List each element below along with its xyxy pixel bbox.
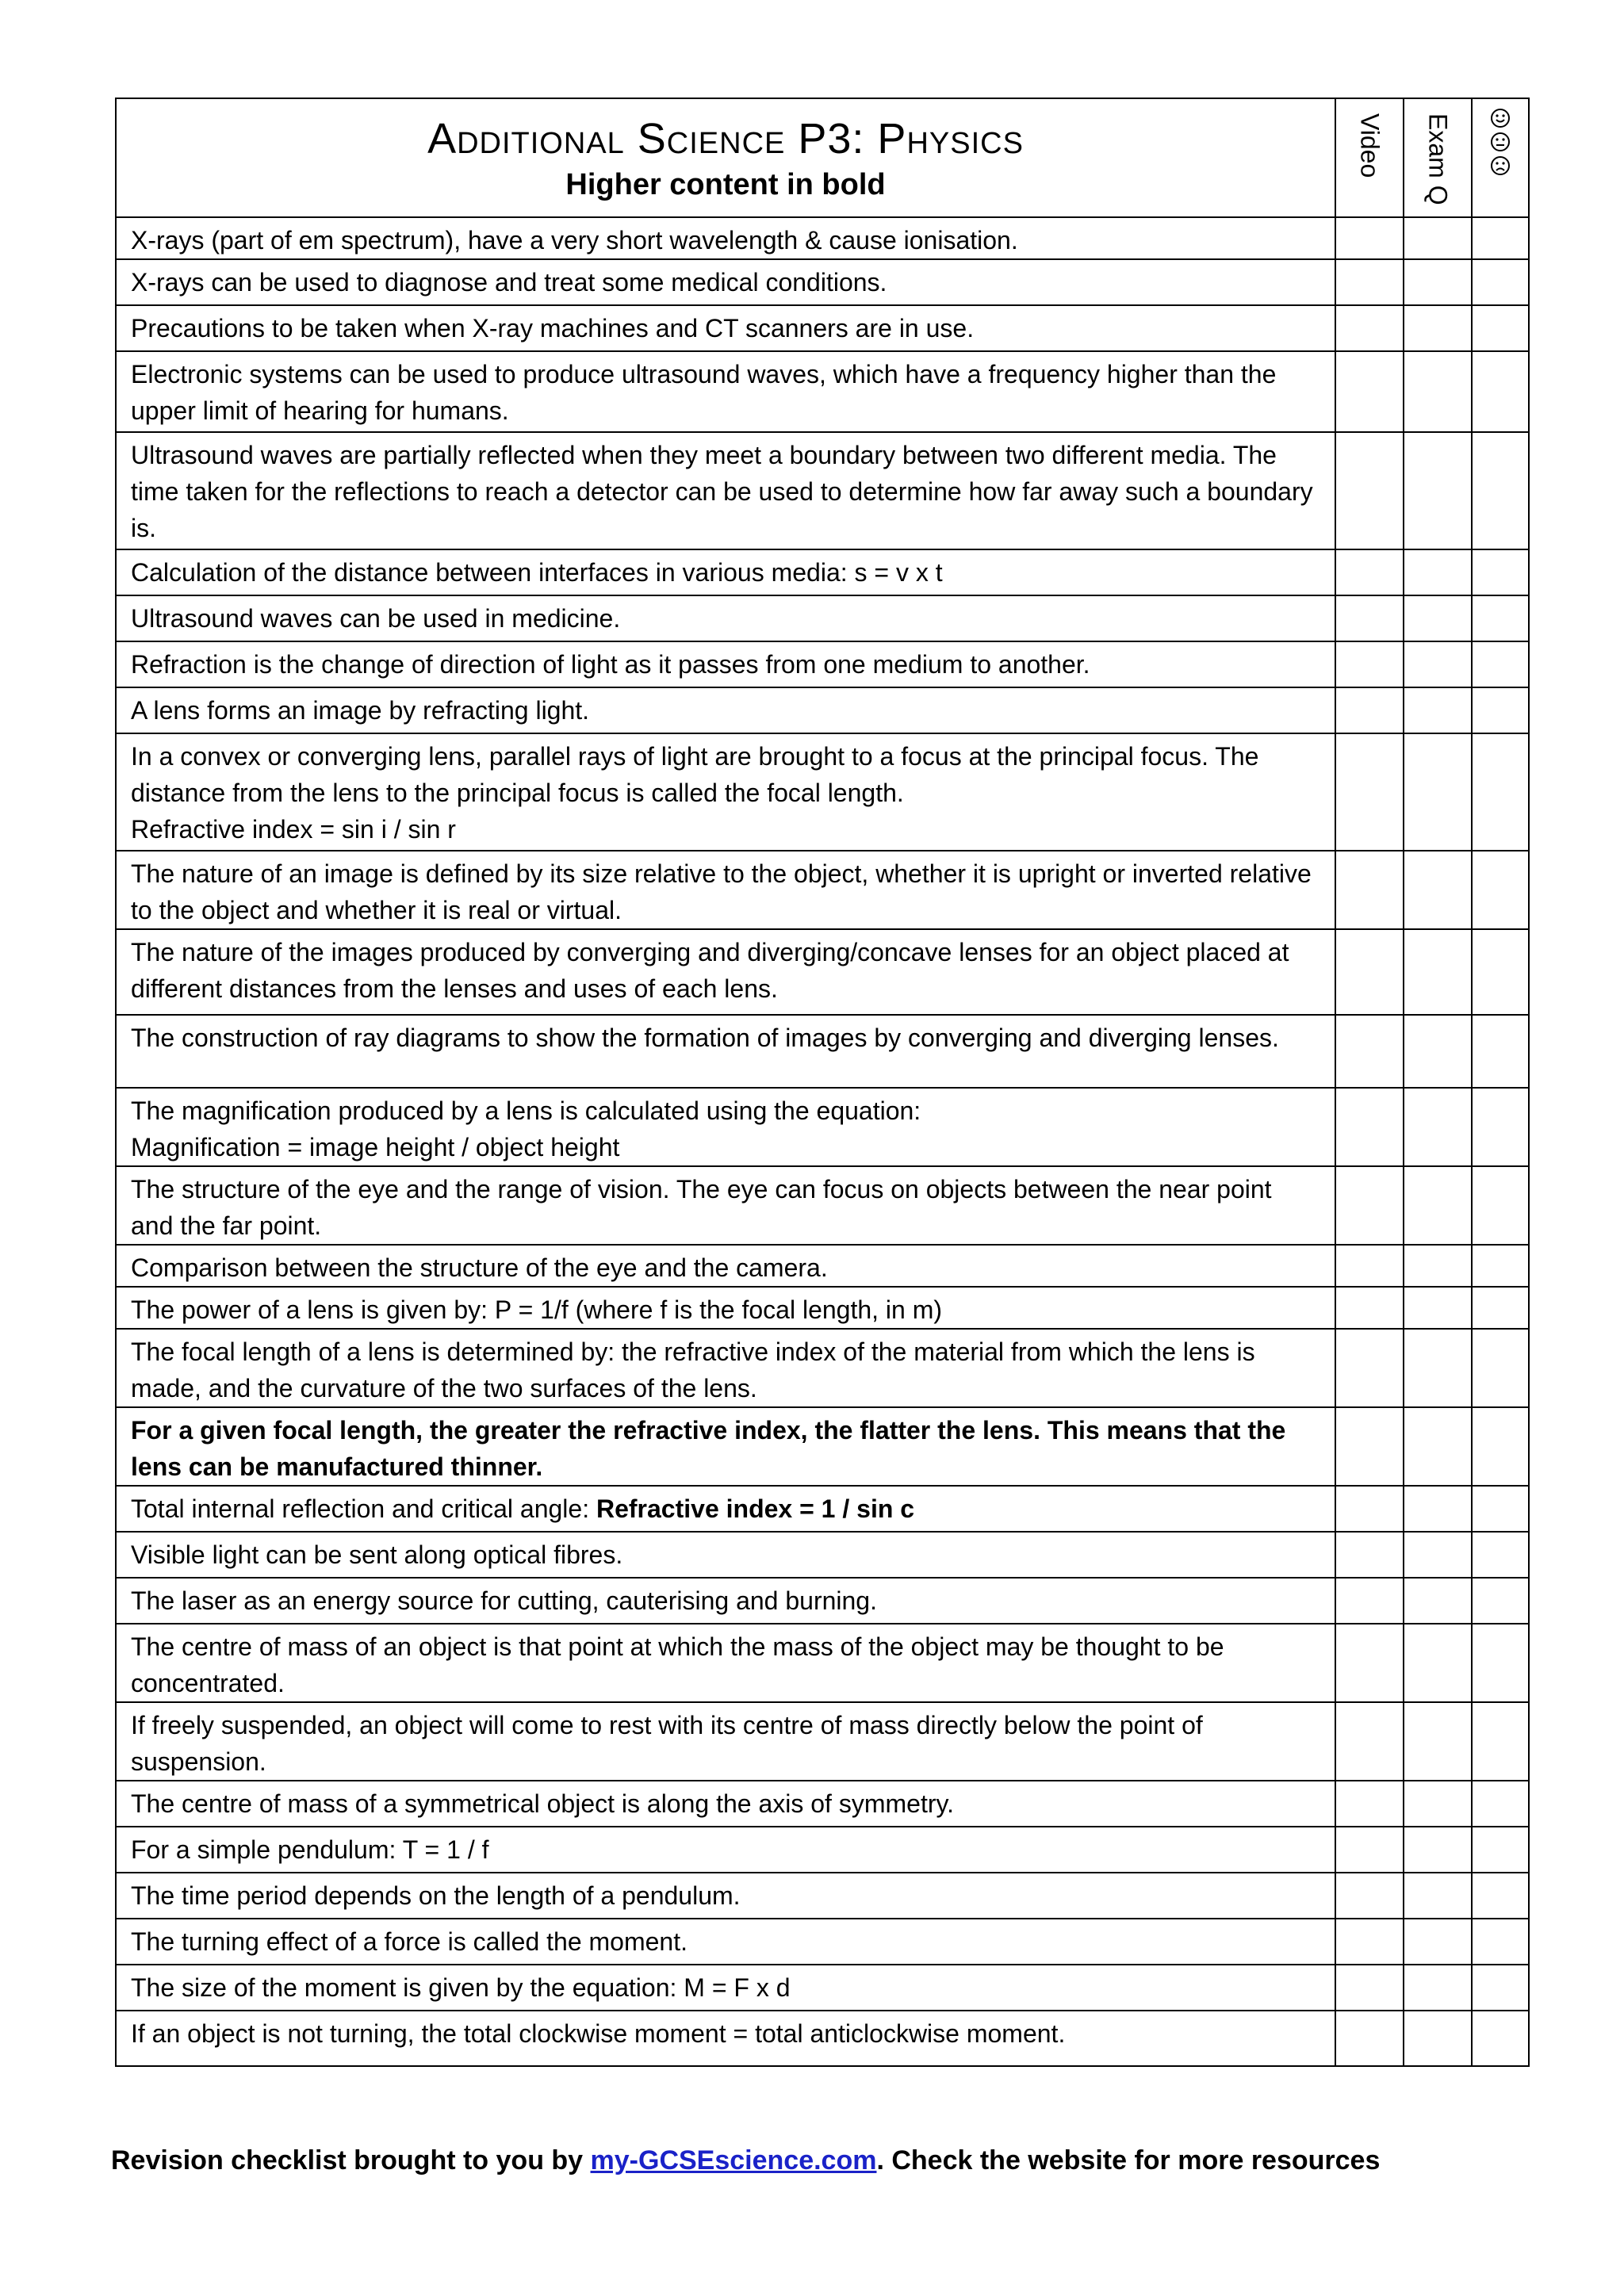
video-checkbox[interactable]	[1335, 432, 1404, 549]
footer-suffix: . Check the website for more resources	[876, 2145, 1381, 2175]
table-row	[116, 549, 1529, 595]
exam-checkbox[interactable]	[1404, 1827, 1472, 1873]
video-checkbox[interactable]	[1335, 1578, 1404, 1624]
table-row	[116, 2011, 1529, 2066]
neutral-face-icon	[1489, 131, 1511, 153]
video-checkbox[interactable]	[1335, 851, 1404, 929]
video-checkbox[interactable]	[1335, 2011, 1404, 2066]
confidence-checkbox[interactable]	[1472, 1486, 1529, 1532]
video-checkbox[interactable]	[1335, 1088, 1404, 1166]
video-column-header	[1335, 98, 1404, 217]
table-row	[116, 351, 1529, 432]
topic-text: For a simple pendulum: T = 1 / f	[131, 1835, 489, 1864]
confidence-checkbox[interactable]	[1472, 217, 1529, 259]
topic-description	[116, 1578, 1335, 1624]
table-row	[116, 929, 1529, 1015]
confidence-checkbox[interactable]	[1472, 1827, 1529, 1873]
exam-checkbox[interactable]	[1404, 1781, 1472, 1827]
video-checkbox[interactable]	[1335, 1827, 1404, 1873]
confidence-checkbox[interactable]	[1472, 1015, 1529, 1088]
video-checkbox[interactable]	[1335, 1965, 1404, 2011]
confidence-checkbox[interactable]	[1472, 1532, 1529, 1578]
topic-description	[116, 1015, 1335, 1088]
topic-text: The construction of ray diagrams to show the formation of images by converging and diverging lenses.	[131, 1024, 1279, 1052]
topic-text: If an object is not turning, the total clockwise moment = total anticlockwise moment.	[131, 2019, 1066, 2048]
topic-description	[116, 1781, 1335, 1827]
confidence-checkbox[interactable]	[1472, 1965, 1529, 2011]
topic-text: The time period depends on the length of a pendulum.	[131, 1881, 741, 1910]
topic-description	[116, 259, 1335, 305]
topic-description	[116, 1486, 1335, 1532]
video-checkbox[interactable]	[1335, 733, 1404, 851]
table-row	[116, 1781, 1529, 1827]
table-row	[116, 851, 1529, 929]
topic-text: The magnification produced by a lens is calculated using the equation:	[131, 1096, 921, 1125]
topic-description	[116, 929, 1335, 1015]
confidence-checkbox[interactable]	[1472, 733, 1529, 851]
video-checkbox[interactable]	[1335, 1702, 1404, 1781]
table-row	[116, 1873, 1529, 1919]
topic-description	[116, 1873, 1335, 1919]
video-checkbox[interactable]	[1335, 1873, 1404, 1919]
topic-text: Ultrasound waves can be used in medicine.	[131, 604, 621, 633]
page-title: Additional Science P3: Physics	[427, 115, 1024, 163]
confidence-checkbox[interactable]	[1472, 305, 1529, 351]
exam-column-label: Exam Q	[1423, 113, 1453, 205]
topic-description	[116, 1702, 1335, 1781]
topic-text: Ultrasound waves are partially reflected when they meet a boundary between two different media. The time taken for the reflections to reach a detector can be used to determine how far away such a boundary is.	[131, 441, 1313, 542]
topic-text: If freely suspended, an object will come to rest with its centre of mass directly below the point of suspension.	[131, 1711, 1203, 1776]
exam-checkbox[interactable]	[1404, 1578, 1472, 1624]
video-checkbox[interactable]	[1335, 1781, 1404, 1827]
topic-text: The centre of mass of a symmetrical object is along the axis of symmetry.	[131, 1789, 954, 1818]
confidence-checkbox[interactable]	[1472, 641, 1529, 687]
video-checkbox[interactable]	[1335, 305, 1404, 351]
exam-checkbox[interactable]	[1404, 851, 1472, 929]
exam-checkbox[interactable]	[1404, 1873, 1472, 1919]
sad-face-icon	[1489, 155, 1511, 177]
exam-checkbox[interactable]	[1404, 1624, 1472, 1702]
video-checkbox[interactable]	[1335, 217, 1404, 259]
table-row	[116, 1624, 1529, 1702]
exam-checkbox[interactable]	[1404, 217, 1472, 259]
topic-text: The size of the moment is given by the equation: M = F x d	[131, 1973, 791, 2002]
video-checkbox[interactable]	[1335, 595, 1404, 641]
confidence-checkbox[interactable]	[1472, 1088, 1529, 1166]
confidence-checkbox[interactable]	[1472, 1287, 1529, 1329]
table-row	[116, 432, 1529, 549]
exam-checkbox[interactable]	[1404, 1166, 1472, 1245]
exam-checkbox[interactable]	[1404, 1287, 1472, 1329]
confidence-checkbox[interactable]	[1472, 432, 1529, 549]
exam-checkbox[interactable]	[1404, 1486, 1472, 1532]
video-checkbox[interactable]	[1335, 641, 1404, 687]
table-row	[116, 259, 1529, 305]
topic-description	[116, 1965, 1335, 2011]
table-row	[116, 1486, 1529, 1532]
topic-description	[116, 1287, 1335, 1329]
topic-text: The turning effect of a force is called the moment.	[131, 1927, 688, 1956]
smiley-face-icon	[1489, 107, 1511, 129]
exam-checkbox[interactable]	[1404, 351, 1472, 432]
video-checkbox[interactable]	[1335, 1166, 1404, 1245]
topic-text: A lens forms an image by refracting light.	[131, 696, 590, 725]
exam-column-header	[1404, 98, 1472, 217]
exam-checkbox[interactable]	[1404, 1015, 1472, 1088]
video-checkbox[interactable]	[1335, 1245, 1404, 1287]
exam-checkbox[interactable]	[1404, 733, 1472, 851]
exam-checkbox[interactable]	[1404, 1245, 1472, 1287]
topic-text: Total internal reflection and critical angle:	[131, 1494, 596, 1523]
exam-checkbox[interactable]	[1404, 1965, 1472, 2011]
topic-description	[116, 2011, 1335, 2066]
table-row	[116, 1827, 1529, 1873]
confidence-checkbox[interactable]	[1472, 1781, 1529, 1827]
website-link[interactable]: my-GCSEscience.com	[590, 2145, 877, 2175]
table-row	[116, 1088, 1529, 1166]
video-checkbox[interactable]	[1335, 1919, 1404, 1965]
confidence-checkbox[interactable]	[1472, 1407, 1529, 1486]
table-row	[116, 305, 1529, 351]
topic-text: The nature of the images produced by converging and diverging/concave lenses for an object placed at different distances from the lenses and uses of each lens.	[131, 938, 1289, 1003]
confidence-checkbox[interactable]	[1472, 929, 1529, 1015]
confidence-checkbox[interactable]	[1472, 259, 1529, 305]
topic-description	[116, 549, 1335, 595]
video-checkbox[interactable]	[1335, 1407, 1404, 1486]
topic-description	[116, 1088, 1335, 1166]
topic-description	[116, 641, 1335, 687]
exam-checkbox[interactable]	[1404, 549, 1472, 595]
topic-description	[116, 851, 1335, 929]
table-row	[116, 1702, 1529, 1781]
exam-checkbox[interactable]	[1404, 687, 1472, 733]
video-checkbox[interactable]	[1335, 687, 1404, 733]
topic-text-line2: Refractive index = sin i / sin r	[131, 815, 456, 844]
confidence-checkbox[interactable]	[1472, 1624, 1529, 1702]
exam-checkbox[interactable]	[1404, 1407, 1472, 1486]
exam-checkbox[interactable]	[1404, 1702, 1472, 1781]
topic-text: Electronic systems can be used to produce ultrasound waves, which have a frequency higher than the upper limit of hearing for humans.	[131, 360, 1277, 425]
exam-checkbox[interactable]	[1404, 641, 1472, 687]
topic-text: X-rays (part of em spectrum), have a very short wavelength & cause ionisation.	[131, 226, 1018, 254]
video-checkbox[interactable]	[1335, 929, 1404, 1015]
confidence-checkbox[interactable]	[1472, 1166, 1529, 1245]
topic-text: The power of a lens is given by: P = 1/f (where f is the focal length, in m)	[131, 1295, 943, 1324]
topic-description	[116, 1532, 1335, 1578]
topic-description	[116, 1407, 1335, 1486]
video-checkbox[interactable]	[1335, 1486, 1404, 1532]
page-subtitle: Higher content in bold	[565, 168, 886, 201]
video-checkbox[interactable]	[1335, 259, 1404, 305]
topic-text: The centre of mass of an object is that point at which the mass of the object may be thought to be concentrated.	[131, 1632, 1224, 1697]
table-row	[116, 1287, 1529, 1329]
topic-description	[116, 217, 1335, 259]
exam-checkbox[interactable]	[1404, 929, 1472, 1015]
video-checkbox[interactable]	[1335, 1624, 1404, 1702]
exam-checkbox[interactable]	[1404, 1532, 1472, 1578]
topic-text: The laser as an energy source for cutting, cauterising and burning.	[131, 1586, 877, 1615]
exam-checkbox[interactable]	[1404, 1088, 1472, 1166]
confidence-checkbox[interactable]	[1472, 1873, 1529, 1919]
topic-description	[116, 1166, 1335, 1245]
topic-text-line2: Magnification = image height / object height	[131, 1133, 620, 1161]
table-row	[116, 1532, 1529, 1578]
topic-description	[116, 1624, 1335, 1702]
table-row	[116, 687, 1529, 733]
confidence-checkbox[interactable]	[1472, 549, 1529, 595]
topic-text: Comparison between the structure of the eye and the camera.	[131, 1253, 828, 1282]
table-row	[116, 1015, 1529, 1088]
table-row	[116, 641, 1529, 687]
topic-text: Refraction is the change of direction of light as it passes from one medium to another.	[131, 650, 1090, 679]
table-row	[116, 733, 1529, 851]
topic-description	[116, 595, 1335, 641]
table-row	[116, 1965, 1529, 2011]
title-cell	[116, 98, 1335, 217]
confidence-checkbox[interactable]	[1472, 1702, 1529, 1781]
exam-checkbox[interactable]	[1404, 595, 1472, 641]
topic-text: For a given focal length, the greater the refractive index, the flatter the lens. This means that the lens can be manufactured thinner.	[131, 1416, 1286, 1481]
topic-text: In a convex or converging lens, parallel rays of light are brought to a focus at the principal focus. The distance from the lens to the principal focus is called the focal length.	[131, 742, 1259, 807]
exam-checkbox[interactable]	[1404, 259, 1472, 305]
revision-checklist-table	[115, 98, 1530, 2067]
confidence-checkbox[interactable]	[1472, 1919, 1529, 1965]
footer-prefix: Revision checklist brought to you by	[111, 2145, 591, 2175]
topic-text: The nature of an image is defined by its size relative to the object, whether it is upright or inverted relative to the object and whether it is real or virtual.	[131, 859, 1312, 924]
table-row	[116, 595, 1529, 641]
topic-description	[116, 305, 1335, 351]
confidence-checkbox[interactable]	[1472, 1329, 1529, 1407]
topic-description	[116, 1245, 1335, 1287]
confidence-checkbox[interactable]	[1472, 595, 1529, 641]
table-row	[116, 1578, 1529, 1624]
topic-description	[116, 432, 1335, 549]
confidence-checkbox[interactable]	[1472, 1245, 1529, 1287]
exam-checkbox[interactable]	[1404, 2011, 1472, 2066]
topic-text: X-rays can be used to diagnose and treat some medical conditions.	[131, 268, 887, 297]
topic-description	[116, 351, 1335, 432]
exam-checkbox[interactable]	[1404, 305, 1472, 351]
table-row	[116, 1407, 1529, 1486]
video-checkbox[interactable]	[1335, 1532, 1404, 1578]
table-row	[116, 1329, 1529, 1407]
confidence-checkbox[interactable]	[1472, 687, 1529, 733]
topic-text: The structure of the eye and the range of vision. The eye can focus on objects between the near point and the far point.	[131, 1175, 1272, 1240]
exam-checkbox[interactable]	[1404, 1919, 1472, 1965]
confidence-checkbox[interactable]	[1472, 1578, 1529, 1624]
confidence-checkbox[interactable]	[1472, 851, 1529, 929]
table-row	[116, 217, 1529, 259]
topic-text: Calculation of the distance between interfaces in various media: s = v x t	[131, 558, 943, 587]
video-checkbox[interactable]	[1335, 1287, 1404, 1329]
confidence-checkbox[interactable]	[1472, 2011, 1529, 2066]
topic-description	[116, 1827, 1335, 1873]
video-checkbox[interactable]	[1335, 351, 1404, 432]
topic-description	[116, 1329, 1335, 1407]
exam-checkbox[interactable]	[1404, 432, 1472, 549]
video-column-label: Video	[1355, 113, 1385, 178]
topic-text: The focal length of a lens is determined by: the refractive index of the material from which the lens is made, and the curvature of the two surfaces of the lens.	[131, 1337, 1255, 1402]
video-checkbox[interactable]	[1335, 1329, 1404, 1407]
topic-description	[116, 1919, 1335, 1965]
video-checkbox[interactable]	[1335, 1015, 1404, 1088]
exam-checkbox[interactable]	[1404, 1329, 1472, 1407]
topic-text: Visible light can be sent along optical fibres.	[131, 1540, 623, 1569]
table-row	[116, 1166, 1529, 1245]
video-checkbox[interactable]	[1335, 549, 1404, 595]
confidence-column-header	[1472, 98, 1529, 217]
footer	[111, 2145, 1380, 2176]
table-row	[116, 1245, 1529, 1287]
topic-description	[116, 687, 1335, 733]
header-row	[116, 98, 1529, 217]
table-row	[116, 1919, 1529, 1965]
confidence-checkbox[interactable]	[1472, 351, 1529, 432]
topic-text: Precautions to be taken when X-ray machines and CT scanners are in use.	[131, 314, 975, 342]
topic-description	[116, 733, 1335, 851]
topic-text-bold: Refractive index = 1 / sin c	[596, 1494, 915, 1523]
